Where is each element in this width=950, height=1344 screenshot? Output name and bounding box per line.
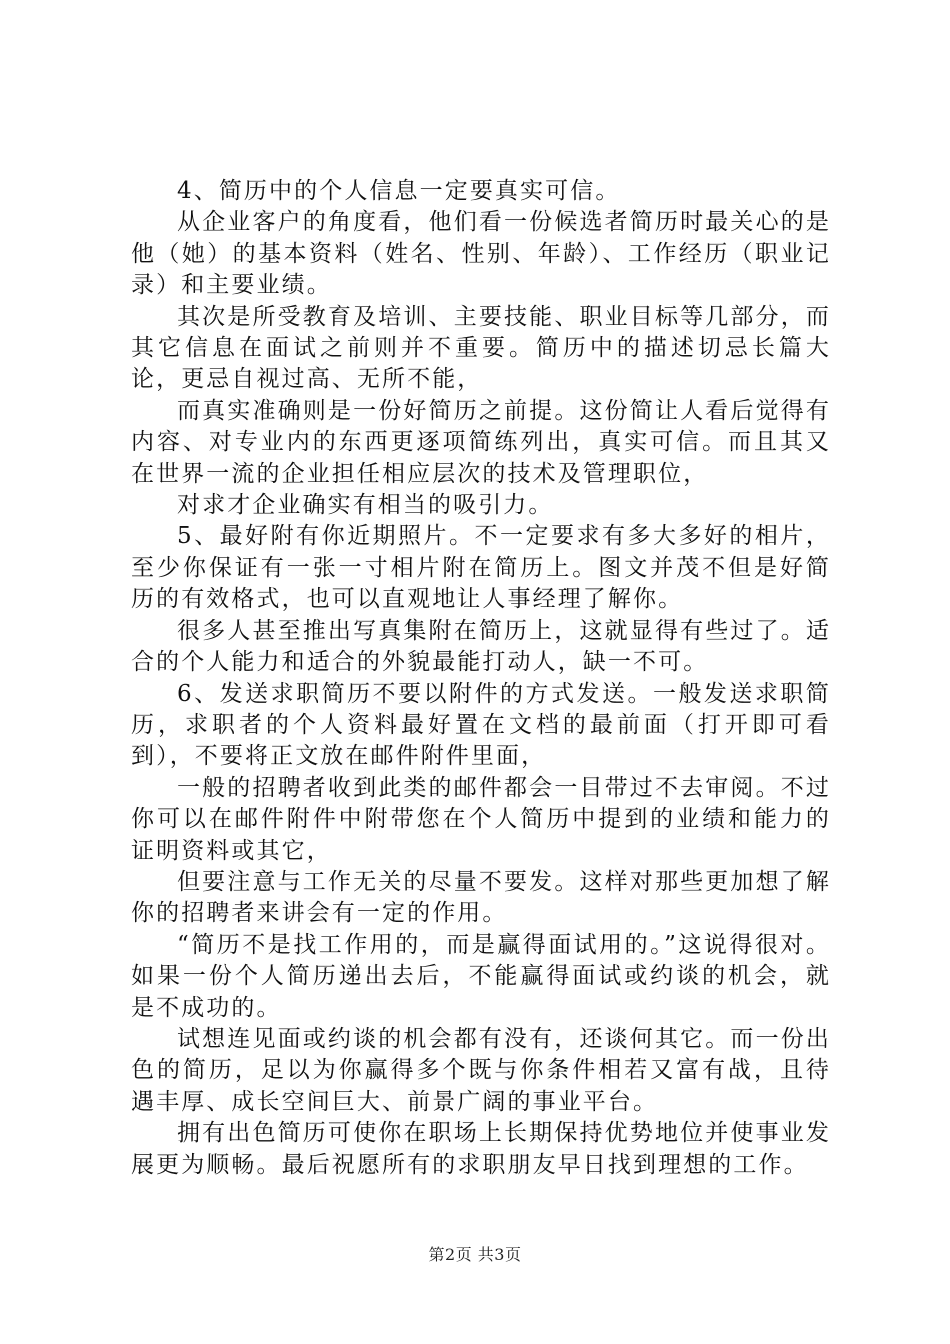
page-footer xyxy=(0,1242,950,1265)
paragraph: “简历不是找工作用的，而是赢得面试用的。”这说得很对。如果一份个人简历递出去后，不能赢得面试或约谈的机会，就是不成功的。 xyxy=(131,931,831,1021)
paragraph: 从企业客户的角度看，他们看一份候选者简历时最关心的是他（她）的基本资料（姓名、性别、年龄）、工作经历（职业记录）和主要业绩。 xyxy=(131,209,831,299)
paragraph: 但要注意与工作无关的尽量不要发。这样对那些更加想了解你的招聘者来讲会有一定的作用。 xyxy=(131,868,831,927)
paragraph: 对求才企业确实有相当的吸引力。 xyxy=(177,492,554,519)
document-body xyxy=(131,176,831,1181)
paragraph: 其次是所受教育及培训、主要技能、职业目标等几部分，而其它信息在面试之前则并不重要。简历中的描述切忌长篇大论，更忌自视过高、无所不能， xyxy=(131,303,831,393)
paragraph: 5、最好附有你近期照片。不一定要求有多大多好的相片，至少你保证有一张一寸相片附在简历上。图文并茂不但是好简历的有效格式，也可以直观地让人事经理了解你。 xyxy=(131,523,831,613)
paragraph: 一般的招聘者收到此类的邮件都会一目带过不去审阅。不过你可以在邮件附件中附带您在个人简历中提到的业绩和能力的证明资料或其它， xyxy=(131,774,831,864)
paragraph: 很多人甚至推出写真集附在简历上，这就显得有些过了。适合的个人能力和适合的外貌最能打动人，缺一不可。 xyxy=(131,617,831,676)
paragraph: 试想连见面或约谈的机会都有没有，还谈何其它。而一份出色的简历，足以为你赢得多个既与你条件相若又富有战，且待遇丰厚、成长空间巨大、前景广阔的事业平台。 xyxy=(131,1025,831,1115)
paragraph: 而真实准确则是一份好简历之前提。这份简让人看后觉得有内容、对专业内的东西更逐项简练列出，真实可信。而且其又在世界一流的企业担任相应层次的技术及管理职位， xyxy=(131,397,831,487)
paragraph: 6、发送求职简历不要以附件的方式发送。一般发送求职简历，求职者的个人资料最好置在文档的最前面（打开即可看到），不要将正文放在邮件附件里面， xyxy=(131,680,831,770)
paragraph: 4、简历中的个人信息一定要真实可信。 xyxy=(177,178,621,204)
paragraph: 拥有出色简历可使你在职场上长期保持优势地位并使事业发展更为顺畅。最后祝愿所有的求职朋友早日找到理想的工作。 xyxy=(131,1120,831,1178)
page-number-label: 第2页 共3页 xyxy=(428,1245,522,1264)
